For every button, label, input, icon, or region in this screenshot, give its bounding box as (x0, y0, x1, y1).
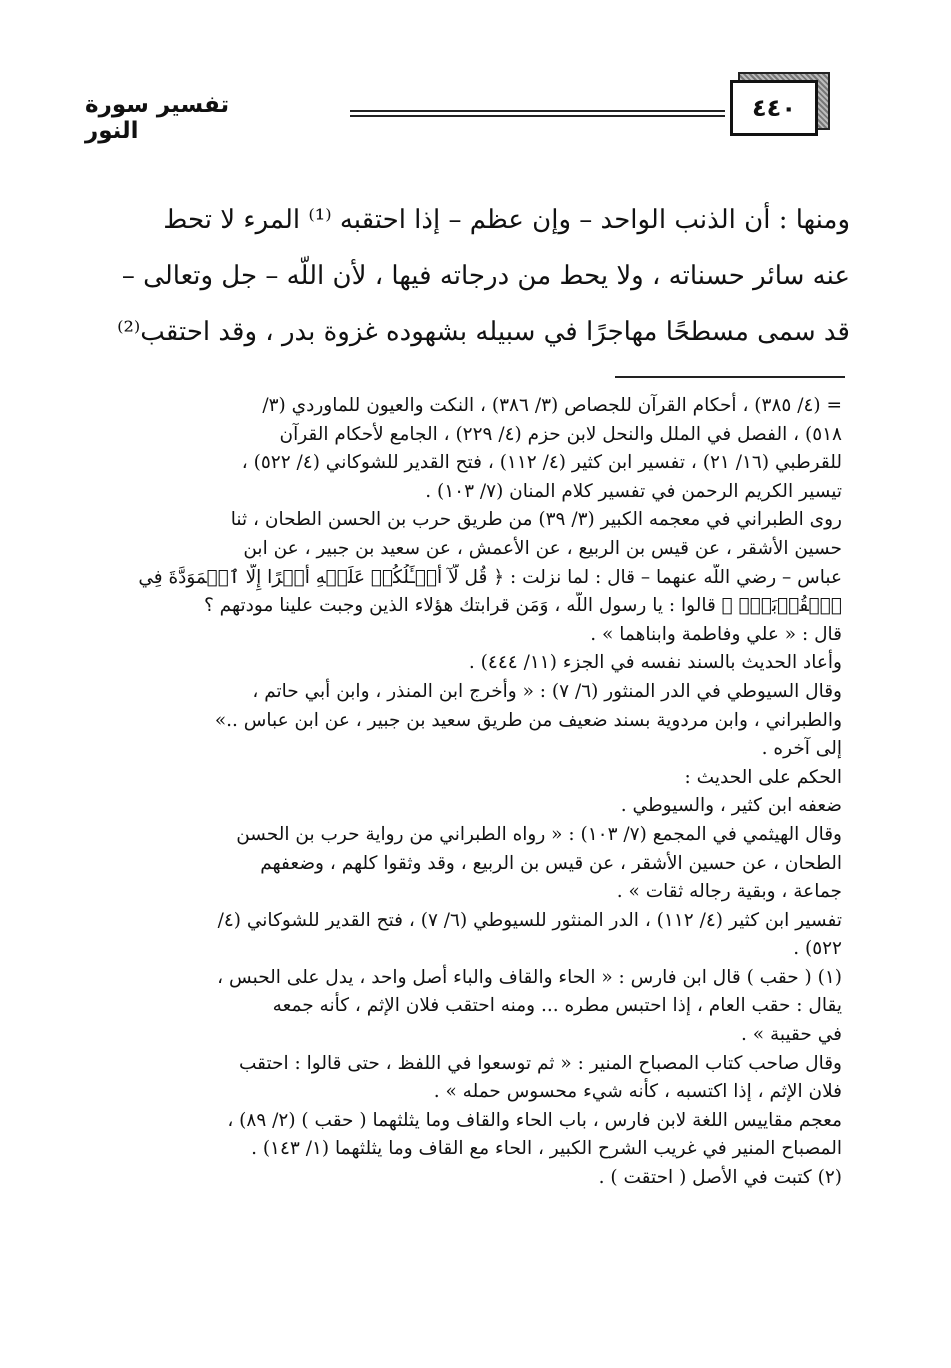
running-title: تفسير سورة النور (85, 92, 230, 144)
footnote-line: عباس – رضي اللّه عنهما – قال : لما نزلت : ﴿ قُل لَّآ أَسۡـَٔلُكُمۡ عَلَيۡهِ أَجۡرًا إِلَّا ٱلۡمَوَدَّةَ فِي (138, 566, 842, 588)
footnote-line: تيسير الكريم الرحمن في تفسير كلام المنان (٧/ ١٠٣) . (425, 480, 842, 502)
footnote-line: الطحان ، عن حسين الأشقر ، عن قيس بن الربيع ، وقد وثقوا كلهم ، وضعفهم (260, 852, 842, 874)
footnote-line: ٥١٨) ، الفصل في الملل والنحل لابن حزم (٤/ ٢٢٩) ، الجامع لأحكام القرآن (279, 423, 842, 445)
main-text (100, 192, 850, 360)
footnote-line: والطبراني ، وابن مردوية بسند ضعيف من طريق سعيد بن جبير ، عن ابن عباس ..» (214, 709, 842, 731)
footnote-line: الحكم على الحديث : (684, 766, 842, 788)
main-text-line: عنه سائر حسناته ، ولا يحط من درجاته فيها ، لأن اللّه – جل وتعالى – (121, 261, 850, 291)
header-double-rule (350, 110, 725, 117)
footnote-line: في حقيبة » . (741, 1024, 842, 1046)
footnote-line: وقال السيوطي في الدر المنثور (٦/ ٧) : « وأخرج ابن المنذر ، وابن أبي حاتم ، (252, 680, 842, 702)
footnote-line: وقال الهيثمي في المجمع (٧/ ١٠٣) : « رواه الطبراني من رواية حرب بن الحسن (236, 823, 842, 845)
footnote-line: المصباح المنير في غريب الشرح الكبير ، الحاء مع القاف وما يثلثهما (١/ ١٤٣) . (251, 1138, 842, 1160)
footnote-line: وأعاد الحديث بالسند نفسه في الجزء (١١/ ٤٤٤) . (468, 652, 842, 674)
footnote-line: ٱلۡقُرۡبَىٰۗ ﴾ قالوا : يا رسول اللّه ، وَمَن قرابتك هؤلاء الذين وجبت علينا مودتهم ؟ (203, 595, 842, 617)
footnote-line: يقال : حقب العام ، إذا احتبس مطره ... ومنه احتقب فلان الإثم ، كأنه جمعه (272, 995, 842, 1017)
footnote-line: قال : « علي وفاطمة وابناهما » . (590, 623, 842, 645)
footnote-line: إلى آخره . (761, 738, 842, 760)
footnote-line: ٥٢٢) . (793, 938, 842, 960)
footnote-line: (٢) كتبت في الأصل ( احتقت ) . (598, 1167, 842, 1189)
footnote-line: = (٤/ ٣٨٥) ، أحكام القرآن للجصاص (٣/ ٣٨٦) ، النكت والعيون للماوردي (٣/ (262, 395, 842, 416)
footnote-line: فلان الإثم ، إذا اكتسبه ، كأنه شيء محسوس حمله » . (433, 1081, 842, 1103)
footnote-line: وقال صاحب كتاب المصباح المنير : « ثم توسعوا في اللفظ ، حتى قالوا : احتقب (238, 1052, 842, 1074)
footnote-separator (615, 376, 845, 378)
footnote-line: للقرطبي (١٦/ ٢١) ، تفسير ابن كثير (٤/ ١١٢) ، فتح القدير للشوكاني (٤/ ٥٢٢) ، (241, 452, 842, 474)
main-text-line: ومنها : أن الذنب الواحد – وإن عظم – إذا احتقبه ⁽¹⁾ المرء لا تحط (163, 205, 850, 235)
footnote-line: جماعة ، وبقية رجاله ثقات » . (616, 881, 842, 903)
footnote-line: ضعفه ابن كثير ، والسيوطي . (620, 795, 842, 817)
footnote-line: روى الطبراني في معجمه الكبير (٣/ ٣٩) من طريق حرب بن الحسن الطحان ، ثنا (230, 509, 842, 531)
page-number: ٤٤٠ (752, 94, 796, 122)
footnote-line: تفسير ابن كثير (٤/ ١١٢) ، الدر المنثور للسيوطي (٦/ ٧) ، فتح القدير للشوكاني (٤/ (217, 909, 842, 931)
footnote-line: (١) ( حقب ) قال ابن فارس : « الحاء والقاف والباء أصل واحد ، يدل على الحبس ، (217, 966, 842, 988)
main-text-line: قد سمى مسطحًا مهاجرًا في سبيله بشهوده غزوة بدر ، وقد احتقب⁽²⁾ (117, 317, 850, 347)
footnotes (100, 392, 842, 1193)
footnote-line: حسين الأشقر ، عن قيس بن الربيع ، عن الأعمش ، عن سعيد بن جبير ، عن ابن (243, 537, 842, 559)
footnote-line: معجم مقاييس اللغة لابن فارس ، باب الحاء والقاف وما يثلثهما ( حقب ) (٢/ ٨٩) ، (227, 1109, 842, 1131)
